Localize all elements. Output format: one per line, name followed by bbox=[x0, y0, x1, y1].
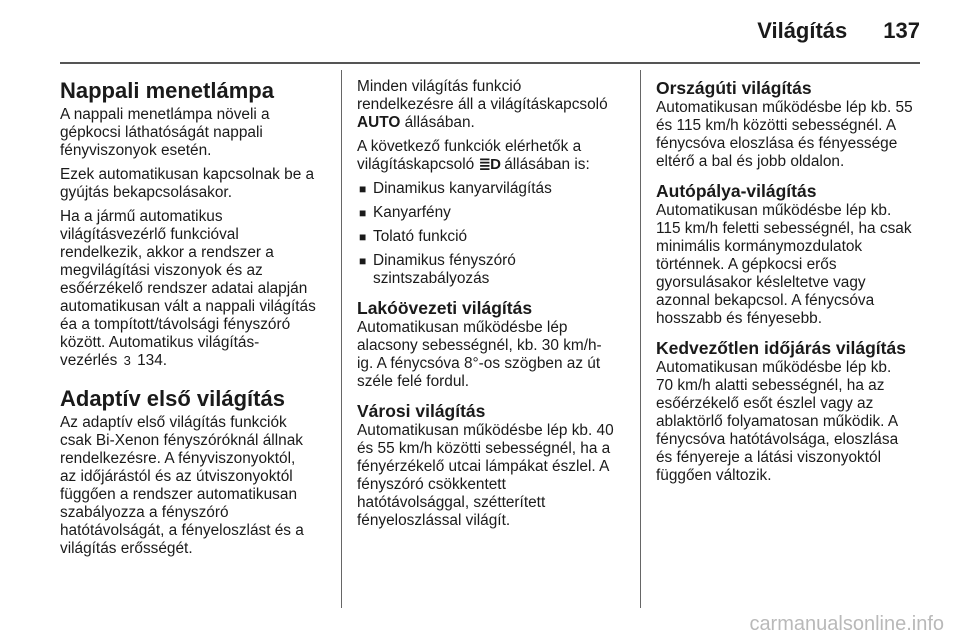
function-list bbox=[357, 180, 625, 288]
bullet-icon: ■ bbox=[359, 206, 367, 220]
paragraph: Automatikusan működésbe lép kb. 55 és 115 km/h közötti sebességnél. A fénycsóva eloszlása és fényessége eltérő a bal és jobb oldalon. bbox=[656, 99, 913, 170]
paragraph: Az adaptív első világítás funkciók csak Bi-Xenon fényszóróknál állnak rendelkezésre. A fényviszonyoktól, az időjárástól és az útviszonyoktól függően a rendszer automatikusan szabályozza a fényszóró hatótávolságát, a fényeloszlást és a világítás erősségét. bbox=[60, 414, 304, 557]
paragraph: Automatikusan működésbe lép alacsony sebességnél, kb. 30 km/h- ig. A fénycsóva 8°-os szögben az út széle felé fordul. bbox=[357, 319, 602, 390]
page-header bbox=[757, 18, 920, 44]
watermark: carmanualsonline.info bbox=[749, 613, 944, 635]
paragraph: Ezek automatikusan kapcsolnak be a gyújtás bekapcsolásakor. bbox=[60, 166, 315, 201]
bullet-icon: ■ bbox=[359, 230, 367, 244]
column-1 bbox=[60, 78, 328, 564]
paragraph: Automatikusan működésbe lép kb. 40 és 55 km/h közötti sebességnél, ha a fényérzékelő utcai lámpákat észlel. A fényszóró csökkentett hatótávolsággal, szétterített fényeloszlással világít. bbox=[357, 422, 614, 529]
subheading-city: Városi világítás bbox=[357, 401, 486, 421]
bullet-icon: ■ bbox=[359, 254, 367, 268]
auto-label: AUTO bbox=[357, 114, 401, 131]
column-2 bbox=[357, 78, 625, 536]
section-title-daytime-lights: Nappali menetlámpa bbox=[60, 78, 274, 103]
subheading-country-road: Országúti világítás bbox=[656, 78, 812, 98]
subheading-residential: Lakóövezeti világítás bbox=[357, 298, 533, 318]
headlight-icon: ≣D bbox=[478, 156, 500, 173]
column-divider-1 bbox=[341, 70, 342, 608]
paragraph-auto: Minden világítás funkció rendelkezésre áll a világításkapcsoló AUTO állásában. bbox=[357, 78, 608, 131]
page-reference-icon: 3 bbox=[123, 353, 131, 368]
bullet-icon: ■ bbox=[359, 182, 367, 196]
column-divider-2 bbox=[640, 70, 641, 608]
paragraph: A nappali menetlámpa növeli a gépkocsi láthatóságát nappali fényviszonyok esetén. bbox=[60, 106, 270, 159]
subheading-bad-weather: Kedvezőtlen időjárás világítás bbox=[656, 338, 906, 358]
page-number: 137 bbox=[883, 18, 920, 43]
list-item: ■ Dinamikus fényszóró szintszabályozás bbox=[359, 252, 516, 287]
list-item: ■ Dinamikus kanyarvilágítás bbox=[359, 180, 552, 197]
list-item: ■ Tolató funkció bbox=[359, 228, 468, 245]
column-3 bbox=[656, 78, 922, 491]
paragraph: Automatikusan működésbe lép kb. 70 km/h alatti sebességnél, ha az esőérzékelő esőt észlel vagy az ablaktörlő folyamatosan működik. A fénycsóva hatótávolsága, eloszlása és fényereje a látási viszonyoktól függően változik. bbox=[656, 359, 899, 484]
paragraph: Automatikusan működésbe lép kb. 115 km/h feletti sebességnél, ha csak minimális kormánymozdulatok történnek. A gépkocsi erős gyorsulásakor késleltetve vagy azonnal bekapcsol. A fénycsóva hosszabb és fényesebb. bbox=[656, 202, 912, 327]
list-item: ■ Kanyarfény bbox=[359, 204, 451, 221]
subheading-motorway: Autópálya-világítás bbox=[656, 181, 817, 201]
paragraph-text: Ha a jármű automatikus világításvezérlő funkcióval rendelkezik, akkor a rendszer a megvilágítási viszonyok és az esőérzékelő rendszer adatai alapján automatikusan vált a nappali világítás éa a tompított/távolsági fényszóró között. Automatikus világítás- vezérlés bbox=[60, 208, 316, 369]
page-reference-link[interactable]: 134. bbox=[137, 352, 168, 369]
paragraph-with-reference bbox=[60, 208, 328, 370]
header-title: Világítás bbox=[757, 18, 848, 43]
section-title-adaptive-lighting: Adaptív első világítás bbox=[60, 386, 285, 411]
header-rule bbox=[60, 62, 920, 64]
paragraph-light-switch: A következő funkciók elérhetők a világításkapcsoló ≣D állásában is: bbox=[357, 138, 590, 173]
